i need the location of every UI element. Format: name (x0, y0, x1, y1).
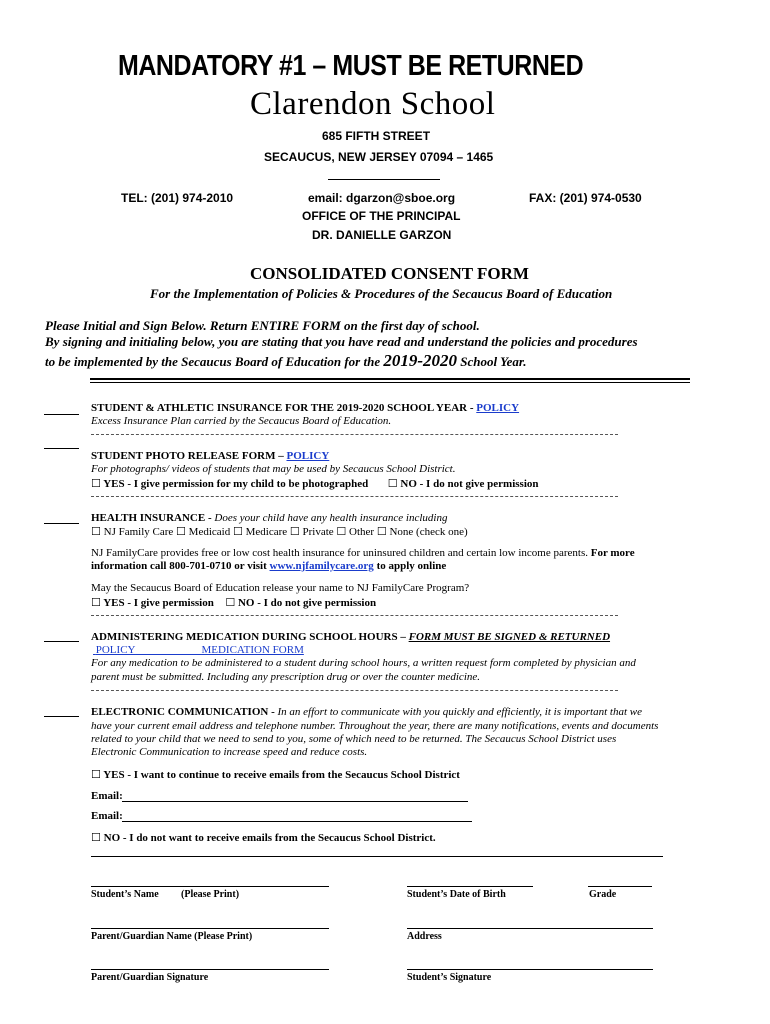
photo-title-text: STUDENT PHOTO RELEASE FORM – (91, 450, 287, 462)
photo-options (91, 477, 539, 490)
health-no-label: NO - I do not give permission (237, 597, 377, 609)
dob-label: Student’s Date of Birth (407, 889, 506, 900)
photo-title (91, 450, 329, 462)
student-signature-line[interactable] (407, 969, 653, 970)
student-name-line[interactable] (91, 886, 329, 887)
electronic-desc-4: Electronic Communication to increase speed and reduce costs. (91, 746, 368, 758)
insurance-desc: Excess Insurance Plan carried by the Secaucus Board of Education. (91, 415, 392, 427)
electronic-desc-2: have your current email address and telephone number. Throughout the year, there are many notifications, events and documents (91, 720, 659, 732)
instruction-line-1: Please Initial and Sign Below. Return ENTIRE FORM on the first day of school. (45, 318, 480, 333)
health-options (91, 525, 468, 538)
photo-desc: For photographs/ videos of students that may be used by Secaucus School District. (91, 463, 456, 475)
parent-signature-line[interactable] (91, 969, 329, 970)
photo-yes-label: YES - I give permission for my child to be photographed (103, 478, 369, 490)
parent-name-label: Parent/Guardian Name (Please Print) (91, 931, 253, 942)
checkbox-icon[interactable]: ☐ (91, 831, 101, 844)
telephone: TEL: (201) 974-2010 (121, 191, 234, 205)
medication-desc-2: parent must be submitted. Including any prescription drug or over the counter medicine. (91, 671, 481, 683)
fax: FAX: (201) 974-0530 (529, 191, 642, 205)
health-info-1-bold: For more (590, 547, 635, 559)
email-label-2: Email: (91, 810, 123, 822)
health-question: Does your child have any health insurance including (214, 512, 448, 524)
email-input-line-2[interactable] (122, 821, 472, 822)
school-year: 2019-2020 (383, 351, 458, 370)
student-name-label: Student’s Name (91, 889, 159, 900)
instruction-line-3-start: to be implemented by the Secaucus Board of Education for the (45, 354, 384, 369)
electronic-yes-option (91, 768, 460, 781)
health-release-options (91, 596, 376, 609)
health-title (91, 512, 447, 524)
initial-line-health[interactable] (44, 523, 79, 524)
grade-label: Grade (589, 889, 617, 900)
checkbox-icon[interactable]: ☐ (376, 525, 387, 538)
parent-name-line[interactable] (91, 928, 329, 929)
health-option-none: None (check one) (389, 526, 468, 538)
health-option-private: Private (302, 526, 334, 538)
electronic-title (91, 706, 642, 718)
address-line[interactable] (407, 928, 653, 929)
health-info-1-text: NJ FamilyCare provides free or low cost health insurance for uninsured children and certain low income parents. (91, 547, 591, 559)
section-separator-1 (91, 434, 618, 435)
health-info-1 (91, 547, 635, 559)
medication-policy-link[interactable] (91, 644, 201, 656)
instruction-line-2: By signing and initialing below, you are stating that you have read and understand the policies and procedures (45, 334, 638, 349)
student-signature-label: Student’s Signature (407, 972, 492, 983)
health-option-njfc: NJ Family Care (103, 526, 174, 538)
checkbox-icon[interactable]: ☐ (232, 525, 243, 538)
health-option-other: Other (349, 526, 375, 538)
checkbox-icon[interactable]: ☐ (387, 477, 398, 490)
form-subtitle: For the Implementation of Policies & Procedures of the Secaucus Board of Education (150, 286, 613, 301)
electronic-desc-1: In an effort to communicate with you quickly and efficiently, it is important that we (277, 706, 642, 718)
photo-no-label: NO - I do not give permission (400, 478, 539, 490)
header-divider (328, 179, 440, 180)
section-separator-2 (91, 496, 618, 497)
section-separator-4 (91, 690, 618, 691)
initial-line-medication[interactable] (44, 641, 79, 642)
initial-line-photo[interactable] (44, 448, 79, 449)
insurance-title-text: STUDENT & ATHLETIC INSURANCE FOR THE 2019-2020 SCHOOL YEAR - (91, 402, 477, 414)
medication-form-link[interactable]: MEDICATION FORM (201, 644, 304, 656)
email-label-1: Email: (91, 790, 123, 802)
medication-title (91, 631, 610, 643)
health-info-2 (91, 560, 446, 572)
checkbox-icon[interactable]: ☐ (225, 596, 236, 609)
medication-links (91, 644, 304, 656)
address-label: Address (407, 931, 442, 942)
checkbox-icon[interactable]: ☐ (289, 525, 300, 538)
checkbox-icon[interactable]: ☐ (91, 596, 101, 609)
health-option-medicare: Medicare (245, 526, 288, 538)
checkbox-icon[interactable]: ☐ (336, 525, 347, 538)
medication-policy-text: POLICY (95, 644, 136, 656)
form-title: CONSOLIDATED CONSENT FORM (250, 264, 529, 283)
health-release-question: May the Secaucus Board of Education release your name to NJ FamilyCare Program? (91, 582, 470, 594)
section-end-rule (91, 856, 663, 857)
section-separator-3 (91, 615, 618, 616)
insurance-policy-link[interactable]: POLICY (476, 402, 520, 414)
street-address: 685 FIFTH STREET (322, 129, 431, 143)
please-print-label: (Please Print) (181, 889, 240, 900)
initial-line-electronic[interactable] (44, 716, 79, 717)
medication-desc-1: For any medication to be administered to a student during school hours, a written request form completed by physician and (91, 657, 636, 669)
initial-line-insurance[interactable] (44, 414, 79, 415)
school-name: Clarendon School (250, 86, 496, 122)
email-input-line-1[interactable] (122, 801, 468, 802)
electronic-no-label: NO - I do not want to receive emails from the Secaucus School District. (103, 832, 436, 844)
insurance-title (91, 402, 519, 414)
double-rule-top (90, 378, 690, 380)
instruction-line-3-end: School Year. (457, 354, 527, 369)
health-yes-label: YES - I give permission (103, 597, 214, 609)
health-title-text: HEALTH INSURANCE - (91, 512, 215, 524)
grade-line[interactable] (588, 886, 652, 887)
electronic-no-option (91, 831, 436, 844)
electronic-title-text: ELECTRONIC COMMUNICATION - (91, 706, 278, 718)
health-info-2-text: information call 800-701-0710 or visit (91, 560, 270, 572)
checkbox-icon[interactable]: ☐ (176, 525, 186, 538)
parent-signature-label: Parent/Guardian Signature (91, 972, 209, 983)
electronic-yes-label: YES - I want to continue to receive emails from the Secaucus School District (103, 769, 460, 781)
office-label: OFFICE OF THE PRINCIPAL (302, 209, 461, 223)
city-address: SECAUCUS, NEW JERSEY 07094 – 1465 (264, 150, 494, 164)
principal-name: DR. DANIELLE GARZON (312, 228, 452, 242)
medication-title-text: ADMINISTERING MEDICATION DURING SCHOOL HOURS – (91, 631, 409, 643)
mandatory-heading: MANDATORY #1 – MUST BE RETURNED (118, 50, 584, 82)
checkbox-icon[interactable]: ☐ (91, 477, 101, 490)
dob-line[interactable] (407, 886, 533, 887)
checkbox-icon[interactable]: ☐ (91, 525, 101, 538)
email-contact: email: dgarzon@sboe.org (308, 191, 456, 205)
double-rule-bottom (90, 382, 690, 383)
photo-policy-link[interactable]: POLICY (286, 450, 330, 462)
electronic-desc-3: related to your child that we need to send to you, some of which need to be returned. The Secaucus School District uses (91, 733, 617, 745)
njfamilycare-link[interactable]: www.njfamilycare.org (269, 560, 374, 572)
checkbox-icon[interactable]: ☐ (91, 768, 101, 781)
instruction-line-3 (45, 351, 527, 371)
health-info-2-end: to apply online (373, 560, 447, 572)
medication-must-return: FORM MUST BE SIGNED & RETURNED (408, 631, 611, 643)
health-option-medicaid: Medicaid (188, 526, 231, 538)
